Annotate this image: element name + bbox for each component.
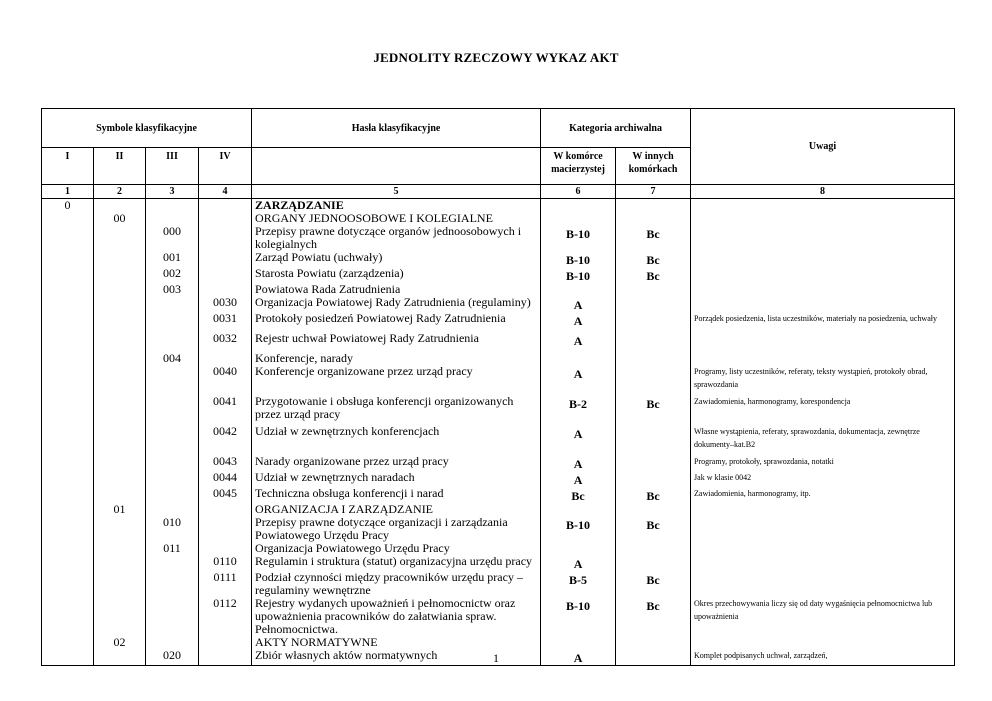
uwagi-cell: Jak w klasie 0042 xyxy=(691,471,955,487)
symbol-level-ii xyxy=(94,352,146,365)
col-number: 7 xyxy=(616,185,691,199)
uwagi-cell xyxy=(691,571,955,597)
symbol-level-iii: 004 xyxy=(146,352,199,365)
uwagi-cell xyxy=(691,516,955,542)
kategoria-macierzysta: B-10 xyxy=(541,597,616,636)
symbol-level-i xyxy=(42,225,94,251)
kategoria-macierzysta xyxy=(541,352,616,365)
kategoria-inne xyxy=(616,212,691,225)
symbol-level-i: 0 xyxy=(42,199,94,213)
kategoria-inne: Bc xyxy=(616,225,691,251)
symbol-level-i xyxy=(42,455,94,471)
kategoria-inne xyxy=(616,296,691,312)
kategoria-macierzysta xyxy=(541,199,616,213)
kategoria-inne xyxy=(616,312,691,332)
symbol-level-i xyxy=(42,516,94,542)
col-number: 6 xyxy=(541,185,616,199)
symbol-level-iv: 0032 xyxy=(199,332,252,352)
uwagi-cell: Okres przechowywania liczy się od daty wygaśnięcia pełnomocnictwa lub upoważnienia xyxy=(691,597,955,636)
header-level-i: I xyxy=(42,148,94,185)
symbol-level-i xyxy=(42,471,94,487)
symbol-level-ii xyxy=(94,455,146,471)
uwagi-cell xyxy=(691,283,955,296)
kategoria-inne xyxy=(616,471,691,487)
kategoria-inne xyxy=(616,199,691,213)
symbol-level-ii: 01 xyxy=(94,503,146,516)
kategoria-macierzysta xyxy=(541,283,616,296)
header-level-ii: II xyxy=(94,148,146,185)
symbol-level-iii: 001 xyxy=(146,251,199,267)
haslo-cell: Powiatowa Rada Zatrudnienia xyxy=(252,283,541,296)
table-row xyxy=(42,487,955,503)
symbol-level-iii xyxy=(146,312,199,332)
haslo-cell: Zarząd Powiatu (uchwały) xyxy=(252,251,541,267)
haslo-cell: ZARZĄDZANIE xyxy=(252,199,541,213)
symbol-level-iv: 0041 xyxy=(199,395,252,425)
kategoria-macierzysta: B-5 xyxy=(541,571,616,597)
symbol-level-iv xyxy=(199,636,252,649)
symbol-level-i xyxy=(42,296,94,312)
haslo-cell: Podział czynności między pracowników urzędu pracy – regulaminy wewnętrzne xyxy=(252,571,541,597)
symbol-level-i xyxy=(42,555,94,571)
haslo-cell: Regulamin i struktura (statut) organizacyjna urzędu pracy xyxy=(252,555,541,571)
symbol-level-i xyxy=(42,212,94,225)
kategoria-inne xyxy=(616,555,691,571)
symbol-level-iii xyxy=(146,571,199,597)
symbol-level-i xyxy=(42,597,94,636)
symbol-level-iv: 0110 xyxy=(199,555,252,571)
haslo-cell: Rejestr uchwał Powiatowej Rady Zatrudnienia xyxy=(252,332,541,352)
haslo-cell: Konferencje organizowane przez urząd pracy xyxy=(252,365,541,395)
uwagi-cell: Zawiadomienia, harmonogramy, korespondencja xyxy=(691,395,955,425)
symbol-level-ii xyxy=(94,332,146,352)
symbol-level-iv: 0045 xyxy=(199,487,252,503)
symbol-level-i xyxy=(42,283,94,296)
symbol-level-i xyxy=(42,267,94,283)
header-kategoria: Kategoria archiwalna xyxy=(541,109,691,148)
kategoria-macierzysta: B-10 xyxy=(541,516,616,542)
table-row xyxy=(42,471,955,487)
symbol-level-ii xyxy=(94,542,146,555)
kategoria-inne: Bc xyxy=(616,395,691,425)
symbol-level-ii xyxy=(94,365,146,395)
symbol-level-iv xyxy=(199,251,252,267)
symbol-level-i xyxy=(42,332,94,352)
uwagi-cell xyxy=(691,503,955,516)
uwagi-cell: Porządek posiedzenia, lista uczestników, materiały na posiedzenia, uchwały xyxy=(691,312,955,332)
table-row xyxy=(42,296,955,312)
haslo-cell: Udział w zewnętrznych naradach xyxy=(252,471,541,487)
symbol-level-iii: 011 xyxy=(146,542,199,555)
symbol-level-i xyxy=(42,312,94,332)
symbol-level-iv: 0043 xyxy=(199,455,252,471)
header-level-iii: III xyxy=(146,148,199,185)
col-number: 1 xyxy=(42,185,94,199)
table-row xyxy=(42,312,955,332)
table-row xyxy=(42,225,955,251)
records-table xyxy=(41,108,955,666)
symbol-level-iii xyxy=(146,471,199,487)
kategoria-macierzysta: Bc xyxy=(541,487,616,503)
header-row-main xyxy=(42,109,955,148)
kategoria-macierzysta xyxy=(541,212,616,225)
kategoria-inne: Bc xyxy=(616,571,691,597)
symbol-level-iii xyxy=(146,597,199,636)
uwagi-cell xyxy=(691,212,955,225)
symbol-level-iv xyxy=(199,199,252,213)
uwagi-cell: Programy, protokoły, sprawozdania, notatki xyxy=(691,455,955,471)
col-number: 3 xyxy=(146,185,199,199)
symbol-level-ii xyxy=(94,251,146,267)
records-body xyxy=(42,199,955,666)
haslo-cell: Protokoły posiedzeń Powiatowej Rady Zatrudnienia xyxy=(252,312,541,332)
kategoria-inne xyxy=(616,542,691,555)
haslo-cell: Konferencje, narady xyxy=(252,352,541,365)
symbol-level-ii xyxy=(94,555,146,571)
page-number: 1 xyxy=(493,651,499,665)
haslo-cell: AKTY NORMATYWNE xyxy=(252,636,541,649)
table-row xyxy=(42,395,955,425)
symbol-level-ii xyxy=(94,425,146,455)
symbol-level-iii xyxy=(146,296,199,312)
uwagi-cell xyxy=(691,352,955,365)
kategoria-macierzysta: A xyxy=(541,471,616,487)
kategoria-inne xyxy=(616,283,691,296)
haslo-cell: Przepisy prawne dotyczące organizacji i zarządzania Powiatowego Urzędu Pracy xyxy=(252,516,541,542)
kategoria-inne: Bc xyxy=(616,267,691,283)
header-symbole: Symbole klasyfikacyjne xyxy=(42,109,252,148)
symbol-level-i xyxy=(42,542,94,555)
uwagi-cell xyxy=(691,251,955,267)
haslo-cell: Organizacja Powiatowego Urzędu Pracy xyxy=(252,542,541,555)
table-row xyxy=(42,597,955,636)
haslo-cell: ORGANIZACJA I ZARZĄDZANIE xyxy=(252,503,541,516)
haslo-cell: ORGANY JEDNOOSOBOWE I KOLEGIALNE xyxy=(252,212,541,225)
table-row xyxy=(42,352,955,365)
symbol-level-ii xyxy=(94,516,146,542)
col-number: 4 xyxy=(199,185,252,199)
kategoria-inne xyxy=(616,503,691,516)
kategoria-macierzysta: A xyxy=(541,332,616,352)
symbol-level-iii xyxy=(146,555,199,571)
haslo-cell: Zbiór własnych aktów normatywnych xyxy=(252,649,541,666)
symbol-level-i xyxy=(42,251,94,267)
symbol-level-iv xyxy=(199,225,252,251)
symbol-level-iii: 020 xyxy=(146,649,199,666)
symbol-level-ii xyxy=(94,597,146,636)
kategoria-inne xyxy=(616,455,691,471)
symbol-level-iii xyxy=(146,395,199,425)
symbol-level-i xyxy=(42,365,94,395)
haslo-cell: Rejestry wydanych upoważnień i pełnomocnictw oraz upoważnienia pracowników do załatwiania spraw. Pełnomocnictwa. xyxy=(252,597,541,636)
haslo-cell: Techniczna obsługa konferencji i narad xyxy=(252,487,541,503)
symbol-level-iv: 0031 xyxy=(199,312,252,332)
symbol-level-iii xyxy=(146,487,199,503)
symbol-level-i xyxy=(42,636,94,649)
haslo-cell: Przygotowanie i obsługa konferencji organizowanych przez urząd pracy xyxy=(252,395,541,425)
uwagi-cell xyxy=(691,296,955,312)
symbol-level-iv xyxy=(199,516,252,542)
header-level-iv: IV xyxy=(199,148,252,185)
table-row xyxy=(42,332,955,352)
table-row xyxy=(42,365,955,395)
kategoria-inne xyxy=(616,332,691,352)
uwagi-cell: Programy, listy uczestników, referaty, teksty wystąpień, protokoły obrad, sprawozdania xyxy=(691,365,955,395)
header-w-komorce: W komórce macierzystej xyxy=(541,148,616,185)
haslo-cell: Przepisy prawne dotyczące organów jednoosobowych i kolegialnych xyxy=(252,225,541,251)
symbol-level-ii xyxy=(94,312,146,332)
header-uwagi: Uwagi xyxy=(691,109,955,185)
kategoria-macierzysta: A xyxy=(541,649,616,666)
kategoria-macierzysta: B-10 xyxy=(541,267,616,283)
uwagi-cell xyxy=(691,555,955,571)
col-number: 8 xyxy=(691,185,955,199)
header-hasla: Hasła klasyfikacyjne xyxy=(252,109,541,148)
kategoria-inne xyxy=(616,365,691,395)
uwagi-cell: Własne wystąpienia, referaty, sprawozdania, dokumentacja, zewnętrze dokumenty–kat.B2 xyxy=(691,425,955,455)
symbol-level-iv: 0040 xyxy=(199,365,252,395)
symbol-level-iii xyxy=(146,425,199,455)
haslo-cell: Starosta Powiatu (zarządzenia) xyxy=(252,267,541,283)
symbol-level-iii: 002 xyxy=(146,267,199,283)
symbol-level-ii xyxy=(94,267,146,283)
haslo-cell: Udział w zewnętrznych konferencjach xyxy=(252,425,541,455)
symbol-level-ii xyxy=(94,296,146,312)
symbol-level-iv xyxy=(199,212,252,225)
symbol-level-iii xyxy=(146,199,199,213)
table-row xyxy=(42,516,955,542)
kategoria-macierzysta: A xyxy=(541,555,616,571)
kategoria-inne xyxy=(616,352,691,365)
symbol-level-iii: 003 xyxy=(146,283,199,296)
kategoria-macierzysta: B-10 xyxy=(541,225,616,251)
table-row xyxy=(42,555,955,571)
col-number: 2 xyxy=(94,185,146,199)
table-row xyxy=(42,425,955,455)
kategoria-inne xyxy=(616,425,691,455)
symbol-level-i xyxy=(42,503,94,516)
symbol-level-iv xyxy=(199,503,252,516)
uwagi-cell xyxy=(691,332,955,352)
kategoria-macierzysta: B-10 xyxy=(541,251,616,267)
symbol-level-ii xyxy=(94,199,146,213)
symbol-level-iii xyxy=(146,332,199,352)
symbol-level-iii: 000 xyxy=(146,225,199,251)
uwagi-cell: Zawiadomienia, harmonogramy, itp. xyxy=(691,487,955,503)
kategoria-macierzysta: A xyxy=(541,312,616,332)
symbol-level-iv: 0112 xyxy=(199,597,252,636)
header-empty xyxy=(252,148,541,185)
kategoria-macierzysta xyxy=(541,636,616,649)
haslo-cell: Organizacja Powiatowej Rady Zatrudnienia (regulaminy) xyxy=(252,296,541,312)
symbol-level-ii xyxy=(94,225,146,251)
symbol-level-iii xyxy=(146,365,199,395)
uwagi-cell xyxy=(691,199,955,213)
symbol-level-ii xyxy=(94,487,146,503)
symbol-level-iv: 0044 xyxy=(199,471,252,487)
kategoria-macierzysta: A xyxy=(541,425,616,455)
table-row xyxy=(42,267,955,283)
header-row-numbers xyxy=(42,185,955,199)
kategoria-macierzysta: A xyxy=(541,296,616,312)
symbol-level-iv: 0111 xyxy=(199,571,252,597)
kategoria-inne: Bc xyxy=(616,251,691,267)
uwagi-cell xyxy=(691,636,955,649)
symbol-level-ii: 00 xyxy=(94,212,146,225)
symbol-level-iii: 010 xyxy=(146,516,199,542)
table-row xyxy=(42,455,955,471)
symbol-level-ii xyxy=(94,395,146,425)
uwagi-cell xyxy=(691,225,955,251)
symbol-level-iv: 0030 xyxy=(199,296,252,312)
haslo-cell: Narady organizowane przez urząd pracy xyxy=(252,455,541,471)
kategoria-inne: Bc xyxy=(616,516,691,542)
kategoria-macierzysta: A xyxy=(541,455,616,471)
symbol-level-i xyxy=(42,425,94,455)
uwagi-cell xyxy=(691,542,955,555)
document-title: JEDNOLITY RZECZOWY WYKAZ AKT xyxy=(373,50,619,65)
symbol-level-iv: 0042 xyxy=(199,425,252,455)
kategoria-inne: Bc xyxy=(616,597,691,636)
symbol-level-iv xyxy=(199,267,252,283)
symbol-level-iii xyxy=(146,455,199,471)
kategoria-macierzysta xyxy=(541,503,616,516)
header-w-innych: W innych komórkach xyxy=(616,148,691,185)
kategoria-macierzysta: B-2 xyxy=(541,395,616,425)
table-row xyxy=(42,199,955,213)
symbol-level-i xyxy=(42,571,94,597)
symbol-level-i xyxy=(42,487,94,503)
kategoria-macierzysta: A xyxy=(541,365,616,395)
symbol-level-ii xyxy=(94,283,146,296)
kategoria-macierzysta xyxy=(541,542,616,555)
symbol-level-ii xyxy=(94,571,146,597)
table-row xyxy=(42,571,955,597)
symbol-level-i xyxy=(42,395,94,425)
uwagi-cell: Komplet podpisanych uchwał, zarządzeń, xyxy=(691,649,955,666)
kategoria-inne: Bc xyxy=(616,487,691,503)
symbol-level-ii: 02 xyxy=(94,636,146,649)
symbol-level-ii xyxy=(94,471,146,487)
uwagi-cell xyxy=(691,267,955,283)
col-number: 5 xyxy=(252,185,541,199)
table-row xyxy=(42,251,955,267)
symbol-level-i xyxy=(42,352,94,365)
kategoria-inne xyxy=(616,636,691,649)
